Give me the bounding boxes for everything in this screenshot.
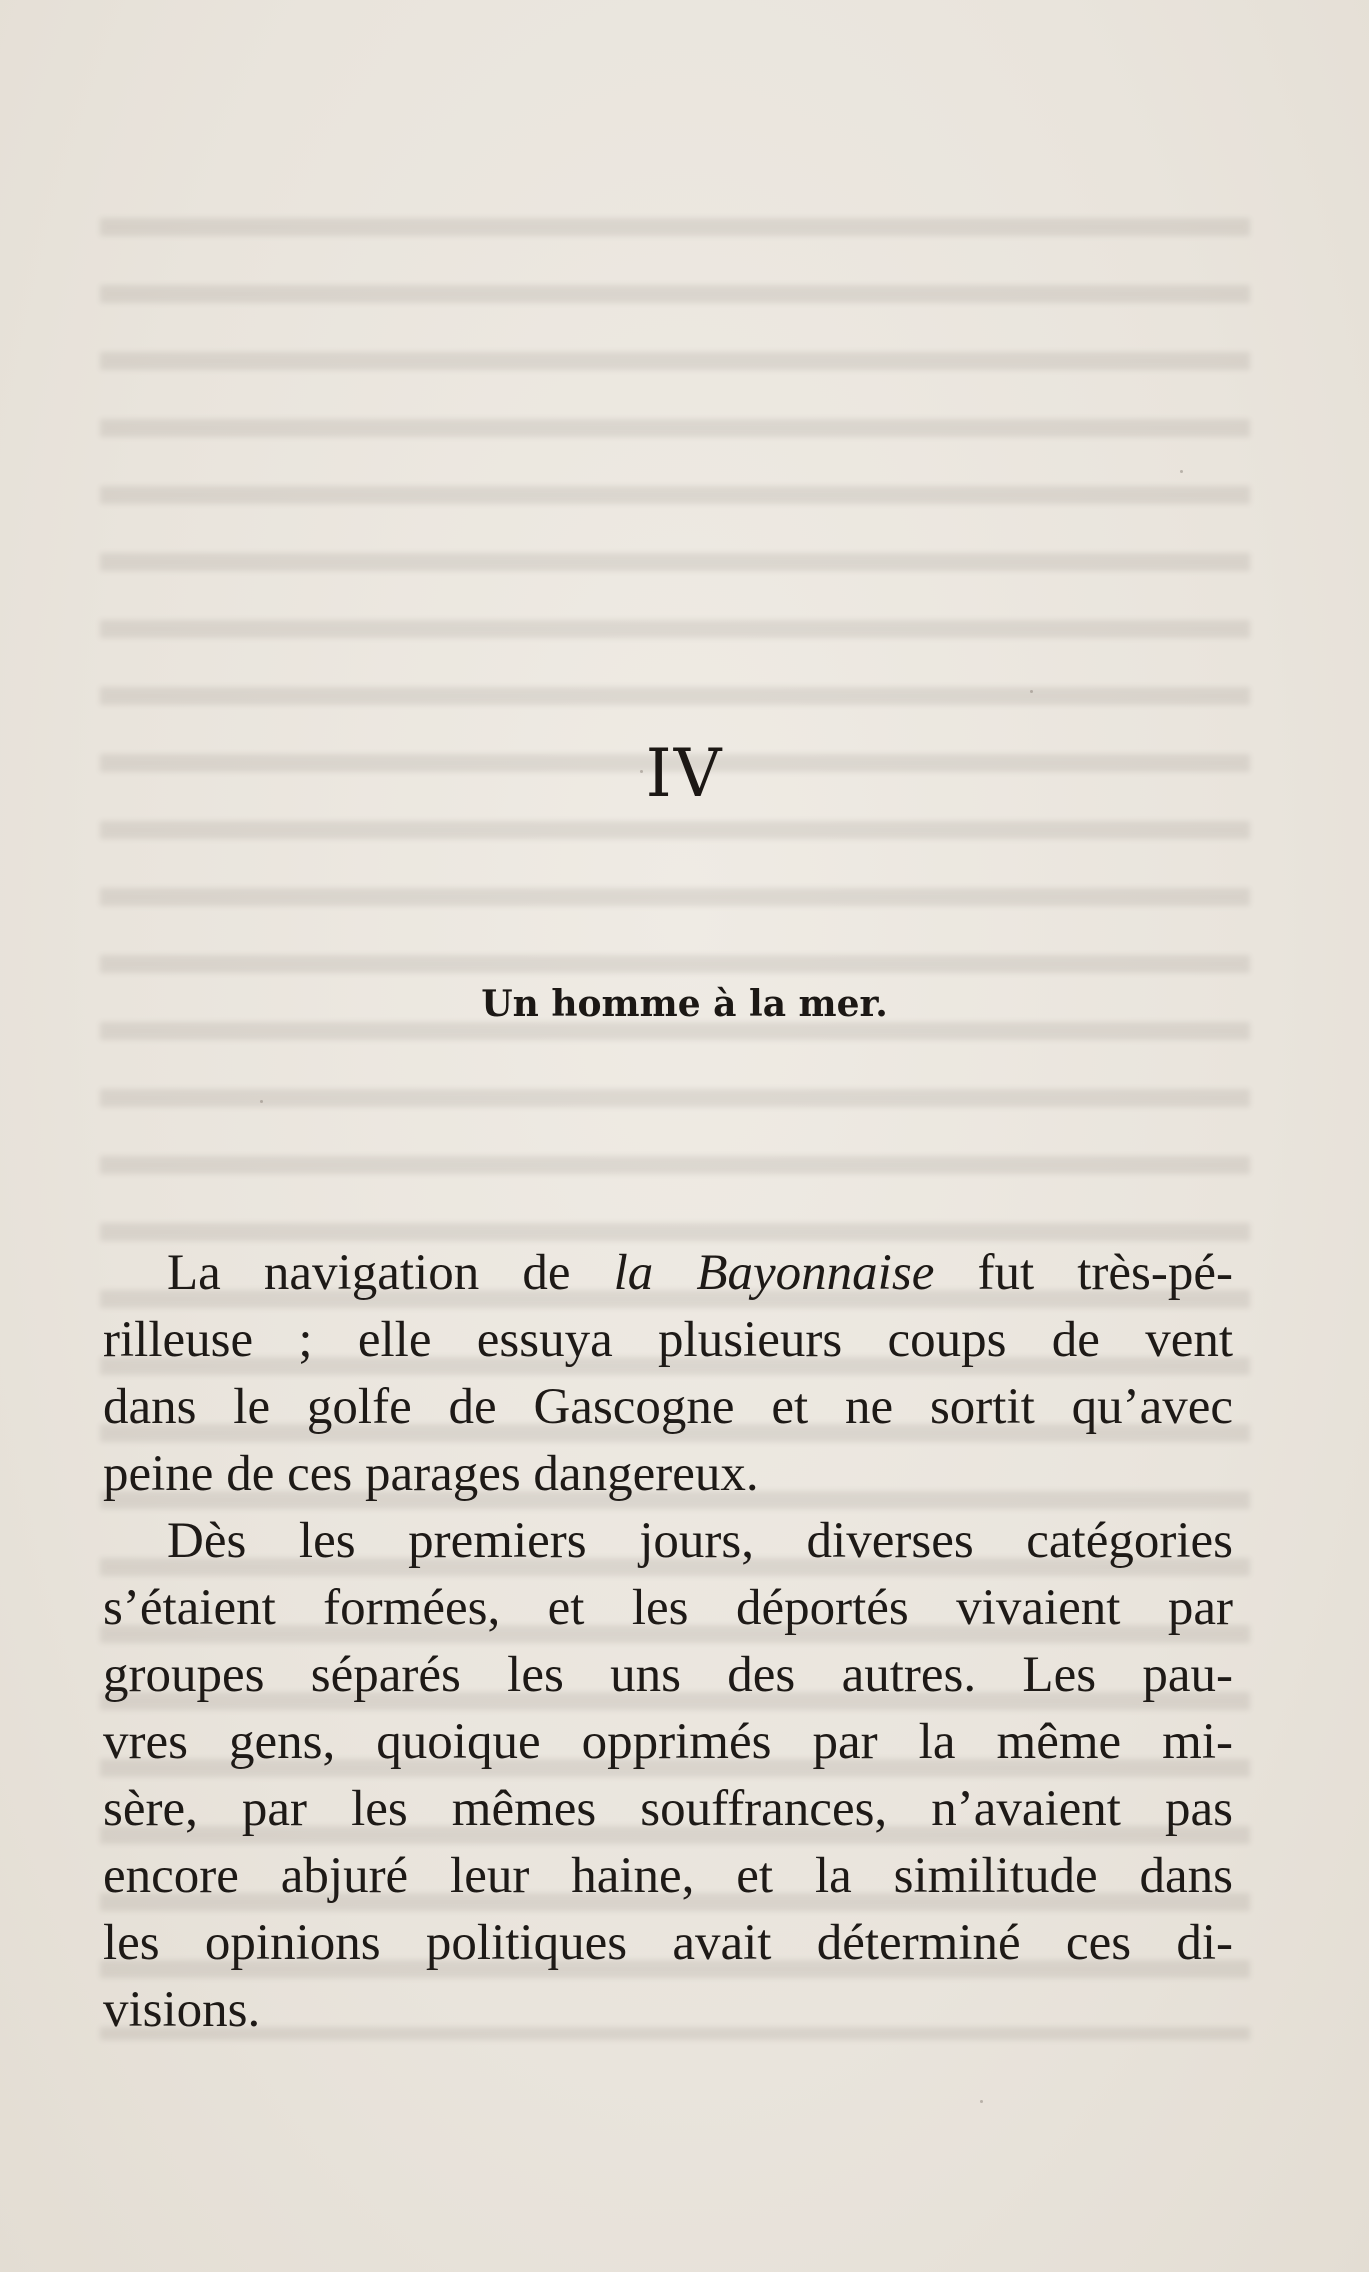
text-line: rilleuse ; elle essuya plusieurs coups de vent: [103, 1312, 1233, 1368]
text-line: groupes séparés les uns des autres. Les pau-: [103, 1647, 1233, 1703]
text-line: sère, par les mêmes souffrances, n’avaient pas: [103, 1781, 1233, 1837]
text-line: les opinions politiques avait déterminé ces di-: [103, 1915, 1233, 1971]
text-line: s’étaient formées, et les déportés vivaient par: [103, 1580, 1233, 1636]
paper-speck: [980, 2100, 983, 2103]
ship-name: la Bayonnaise: [613, 1245, 935, 1301]
chapter-number: IV: [645, 735, 724, 812]
paragraph-2: [103, 1508, 1233, 2044]
text-line: dans le golfe de Gascogne et ne sortit qu’avec: [103, 1379, 1233, 1435]
text-line: La navigation de la Bayonnaise fut très-pé-: [167, 1245, 1233, 1301]
text-line: peine de ces parages dangereux.: [103, 1446, 759, 1502]
paper-speck: [260, 1100, 263, 1103]
text-line: encore abjuré leur haine, et la similitude dans: [103, 1848, 1233, 1904]
chapter-title: Un homme à la mer.: [481, 983, 888, 1025]
text-line: Dès les premiers jours, diverses catégories: [167, 1513, 1233, 1569]
paper-speck: [1030, 690, 1033, 693]
paragraph-1: [103, 1240, 1233, 1508]
body-text: [103, 1240, 1233, 2044]
text-line: visions.: [103, 1982, 261, 2038]
paper-speck: [1180, 470, 1183, 473]
text-line: vres gens, quoique opprimés par la même mi-: [103, 1714, 1233, 1770]
